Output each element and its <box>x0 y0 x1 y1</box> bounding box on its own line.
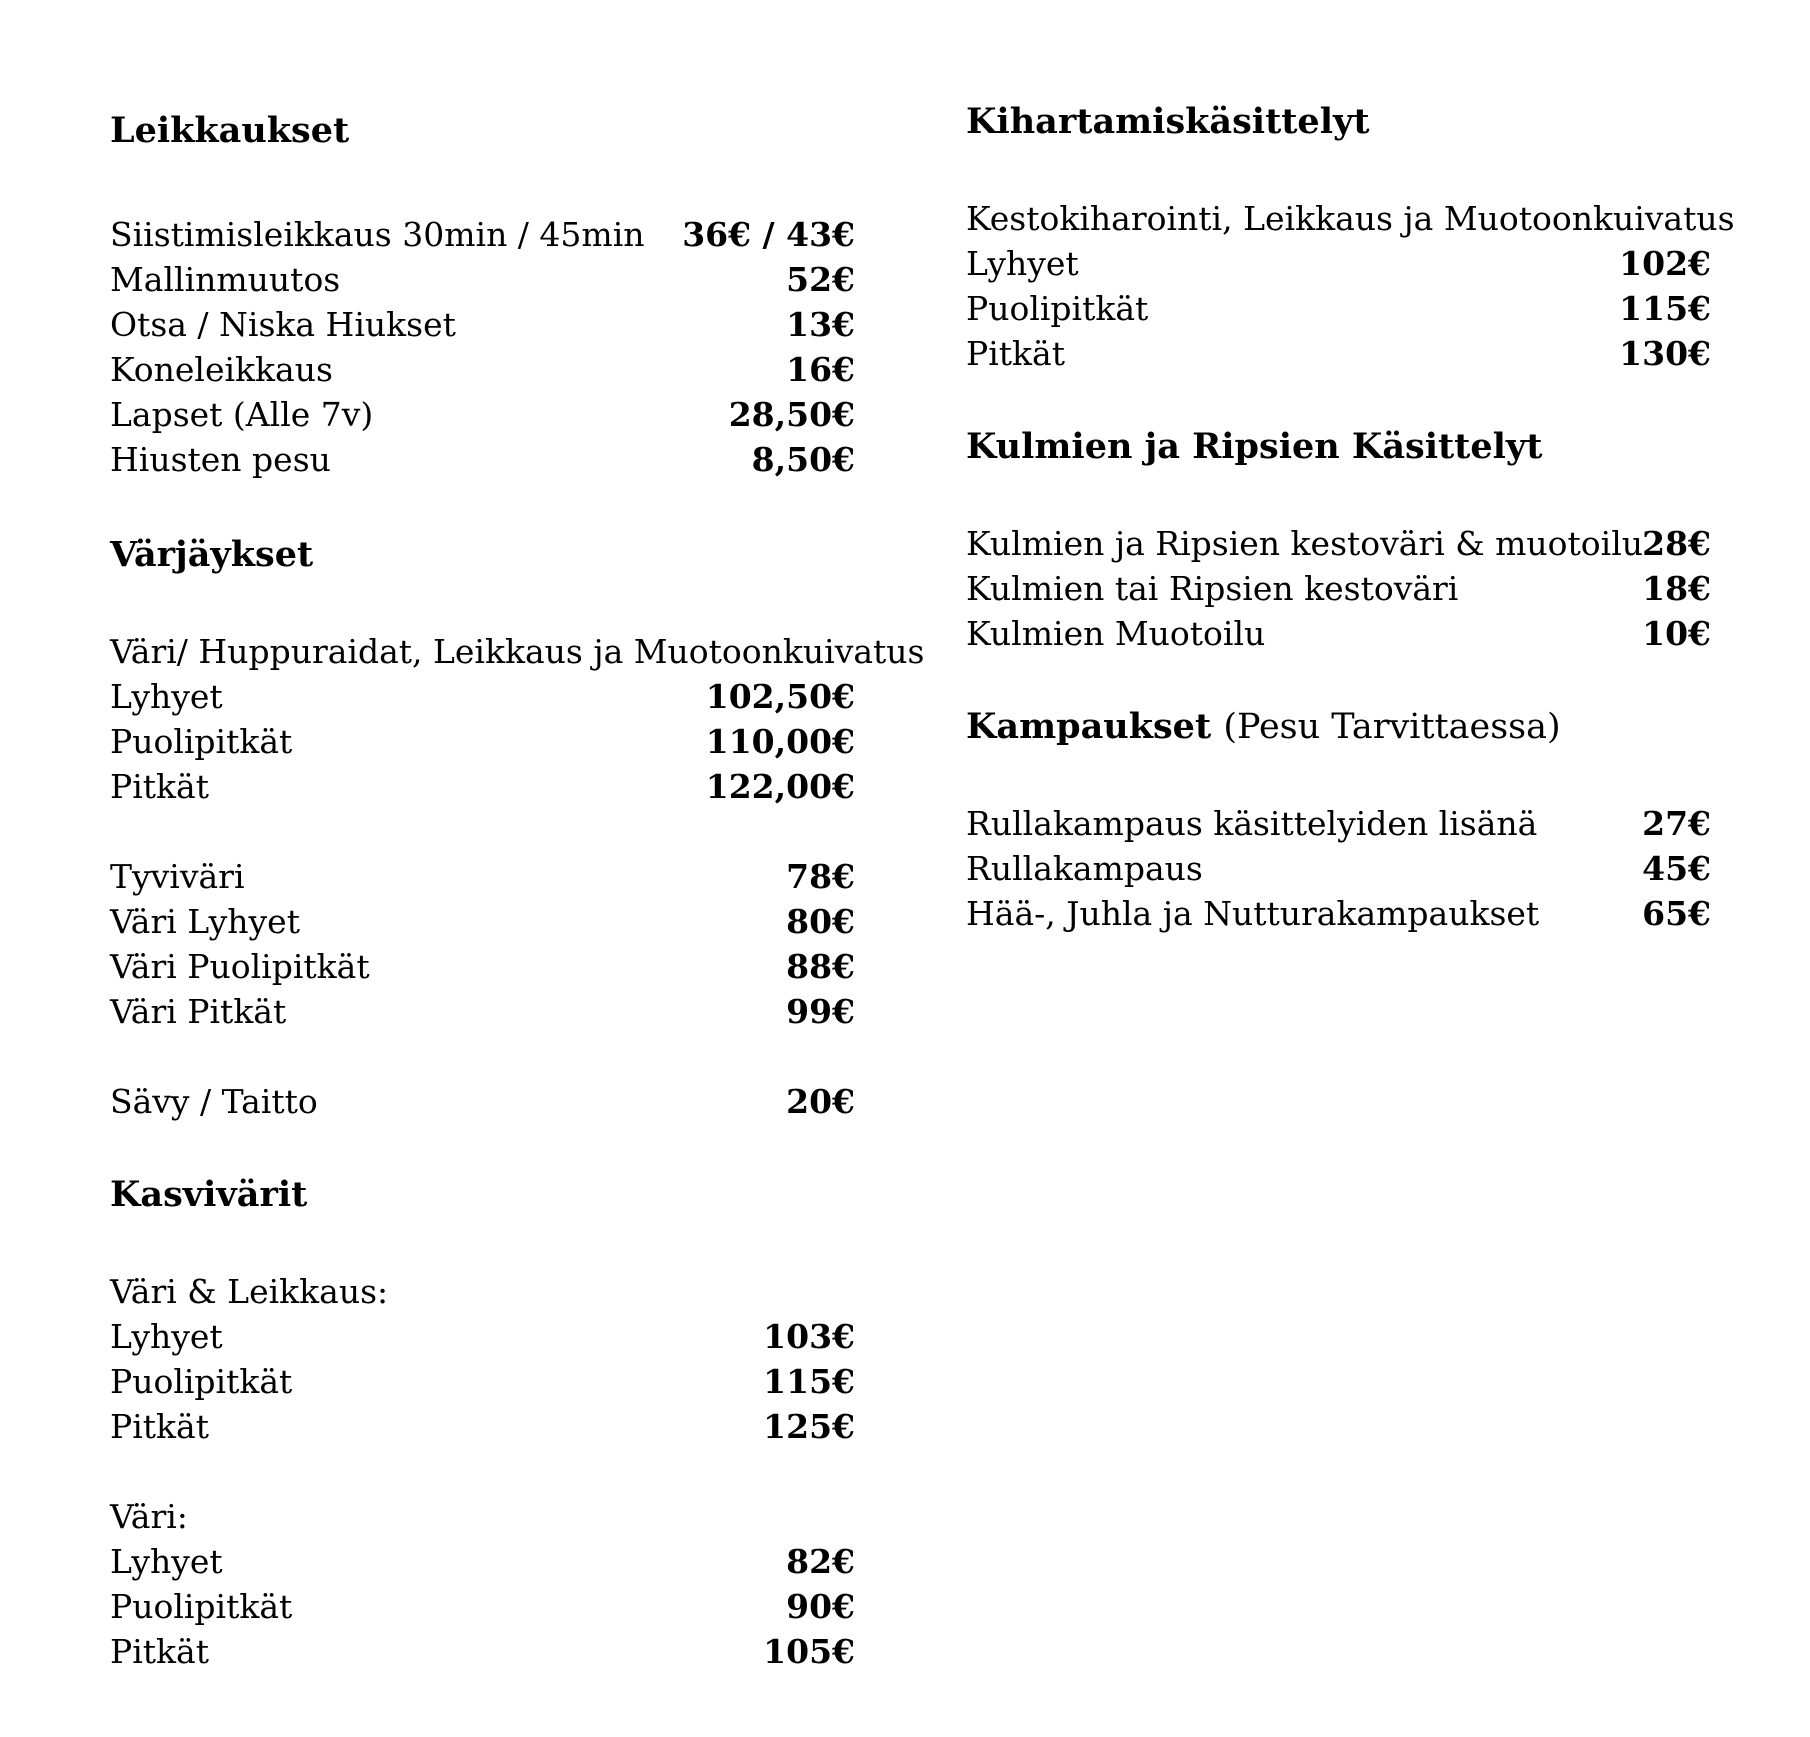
service-label: Kulmien ja Ripsien kestoväri & muotoilu <box>966 524 1644 563</box>
price-row <box>110 257 855 302</box>
service-price: 65€ <box>1642 894 1711 933</box>
service-label: Väri Pitkät <box>110 992 287 1031</box>
price-row <box>966 611 1711 656</box>
service-price: 13€ <box>786 305 855 344</box>
service-label: Mallinmuutos <box>110 260 341 299</box>
section-title-text: Kampaukset <box>966 706 1212 747</box>
price-row <box>966 891 1711 936</box>
price-row <box>110 854 855 899</box>
service-price: 102,50€ <box>705 677 855 716</box>
service-label: Rullakampaus <box>966 849 1203 888</box>
section-subtitle: Väri: <box>110 1497 188 1536</box>
section-title-varjaykset: Värjäykset <box>110 534 314 575</box>
service-price: 20€ <box>786 1082 855 1121</box>
service-price: 115€ <box>1619 289 1711 328</box>
service-label: Hiusten pesu <box>110 440 331 479</box>
section-title-kampaukset <box>966 704 1561 750</box>
price-row <box>966 801 1711 846</box>
price-row <box>966 286 1711 331</box>
service-label: Hää-, Juhla ja Nutturakampaukset <box>966 894 1540 933</box>
service-label: Siistimisleikkaus 30min / 45min <box>110 215 645 254</box>
price-row <box>966 241 1711 286</box>
service-price: 16€ <box>786 350 855 389</box>
service-price: 88€ <box>786 947 855 986</box>
service-label: Lapset (Alle 7v) <box>110 395 374 434</box>
service-label: Kulmien tai Ripsien kestoväri <box>966 569 1459 608</box>
section-title-kasvivarit: Kasvivärit <box>110 1174 308 1215</box>
service-label: Koneleikkaus <box>110 350 333 389</box>
service-price: 103€ <box>763 1317 855 1356</box>
service-label: Puolipitkät <box>110 1362 293 1401</box>
section-title-kulmien-ripsien: Kulmien ja Ripsien Käsittelyt <box>966 426 1543 467</box>
price-row <box>110 212 855 257</box>
service-price: 27€ <box>1642 804 1711 843</box>
service-price: 82€ <box>786 1542 855 1581</box>
price-row <box>110 899 855 944</box>
service-price: 90€ <box>786 1587 855 1626</box>
price-row <box>110 764 855 809</box>
price-row <box>110 1359 855 1404</box>
service-price: 45€ <box>1642 849 1711 888</box>
section-title-leikkaukset: Leikkaukset <box>110 110 350 151</box>
price-row <box>966 331 1711 376</box>
price-row <box>110 1629 855 1674</box>
price-row <box>966 846 1711 891</box>
service-label: Lyhyet <box>966 244 1079 283</box>
price-row <box>110 1404 855 1449</box>
price-row <box>966 521 1711 566</box>
service-label: Pitkät <box>110 1407 209 1446</box>
service-label: Tyviväri <box>110 857 245 896</box>
service-price: 110,00€ <box>705 722 855 761</box>
service-label: Kulmien Muotoilu <box>966 614 1266 653</box>
price-row <box>110 302 855 347</box>
service-price: 125€ <box>763 1407 855 1446</box>
price-row <box>110 1314 855 1359</box>
service-price: 28€ <box>1642 524 1711 563</box>
service-price: 10€ <box>1642 614 1711 653</box>
section-subtitle: Väri/ Huppuraidat, Leikkaus ja Muotoonkuivatus <box>110 632 925 671</box>
price-row <box>110 1079 855 1124</box>
service-label: Väri Puolipitkät <box>110 947 370 986</box>
price-row <box>110 347 855 392</box>
service-label: Lyhyet <box>110 677 223 716</box>
service-label: Otsa / Niska Hiukset <box>110 305 456 344</box>
service-label: Puolipitkät <box>966 289 1149 328</box>
service-price: 80€ <box>786 902 855 941</box>
service-label: Puolipitkät <box>110 1587 293 1626</box>
service-label: Pitkät <box>966 334 1065 373</box>
service-price: 52€ <box>786 260 855 299</box>
service-price: 122,00€ <box>705 767 855 806</box>
service-label: Pitkät <box>110 1632 209 1671</box>
price-row <box>966 566 1711 611</box>
service-label: Väri Lyhyet <box>110 902 300 941</box>
service-label: Sävy / Taitto <box>110 1082 318 1121</box>
service-price: 99€ <box>786 992 855 1031</box>
section-title-note: (Pesu Tarvittaessa) <box>1223 707 1561 747</box>
section-subtitle: Kestokiharointi, Leikkaus ja Muotoonkuivatus <box>966 199 1735 238</box>
price-row <box>110 437 855 482</box>
service-price: 102€ <box>1619 244 1711 283</box>
price-row <box>110 1584 855 1629</box>
price-row <box>110 944 855 989</box>
service-price: 18€ <box>1642 569 1711 608</box>
service-label: Pitkät <box>110 767 209 806</box>
service-price: 130€ <box>1619 334 1711 373</box>
price-row <box>110 1539 855 1584</box>
section-subtitle: Väri & Leikkaus: <box>110 1272 389 1311</box>
service-price: 105€ <box>763 1632 855 1671</box>
service-price: 36€ / 43€ <box>682 215 855 254</box>
service-price: 28,50€ <box>728 395 855 434</box>
price-row <box>110 989 855 1034</box>
price-row <box>110 674 855 719</box>
service-price: 115€ <box>763 1362 855 1401</box>
service-price: 8,50€ <box>751 440 855 479</box>
price-row <box>110 392 855 437</box>
section-title-kihartamiskasittelyt: Kihartamiskäsittelyt <box>966 101 1370 142</box>
service-label: Rullakampaus käsittelyiden lisänä <box>966 804 1538 843</box>
price-row <box>110 719 855 764</box>
service-price: 78€ <box>786 857 855 896</box>
service-label: Lyhyet <box>110 1317 223 1356</box>
service-label: Puolipitkät <box>110 722 293 761</box>
service-label: Lyhyet <box>110 1542 223 1581</box>
